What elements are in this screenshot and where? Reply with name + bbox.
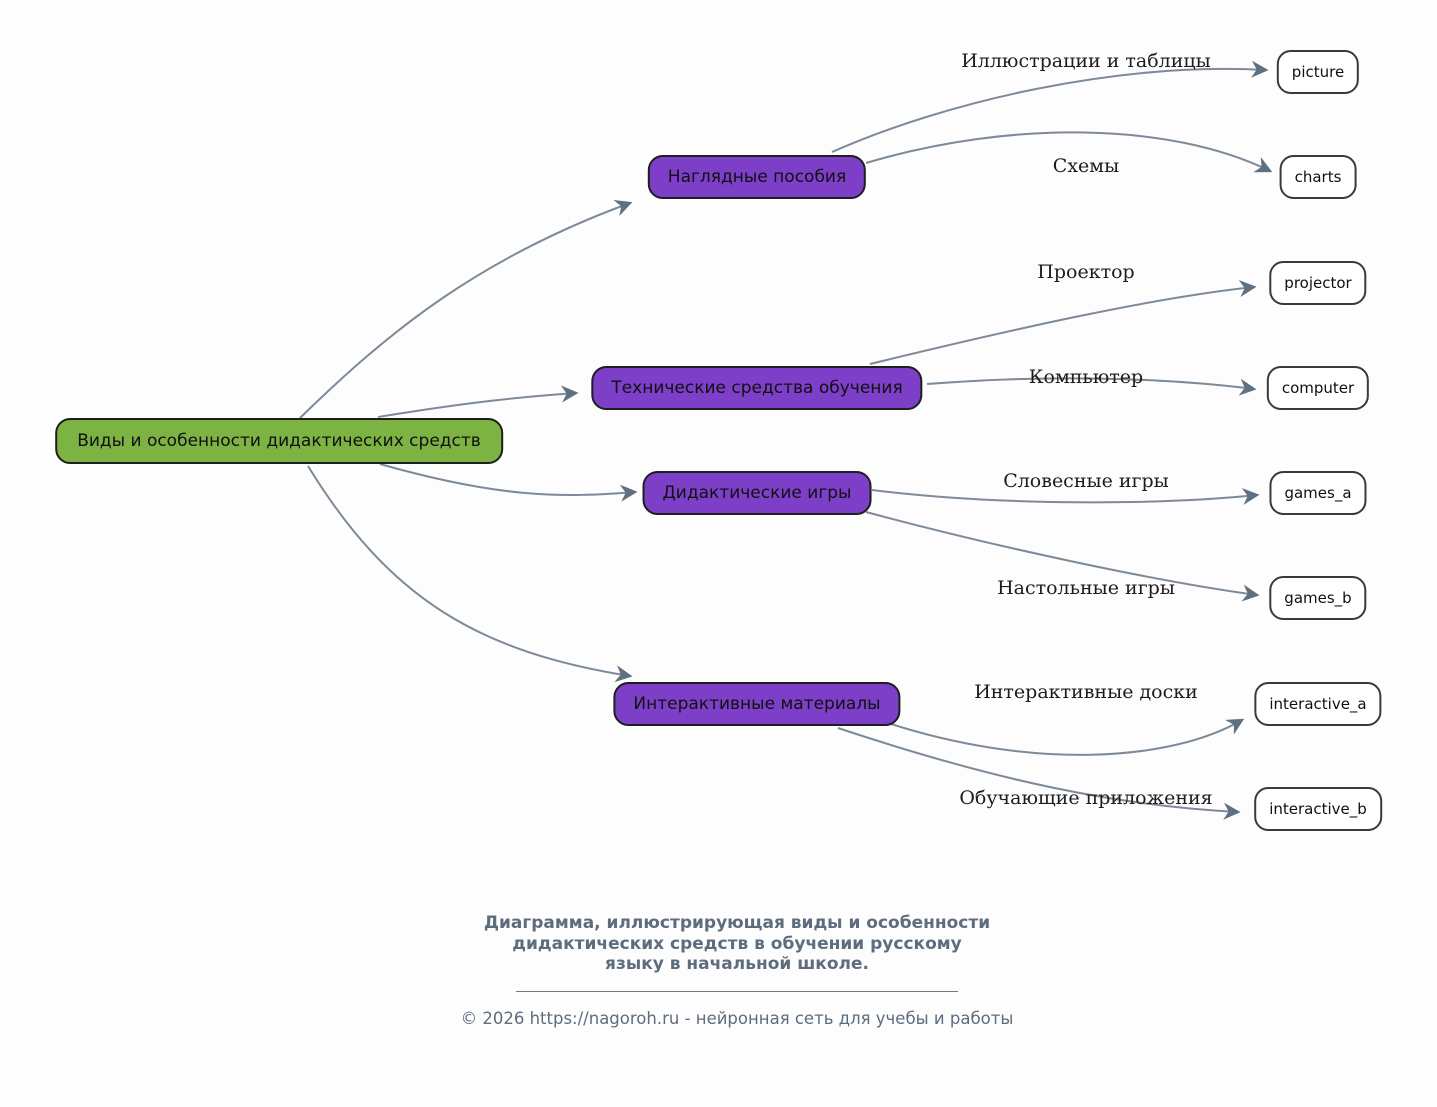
node-interactive-a: interactive_a xyxy=(1254,682,1381,726)
node-visual-aids: Наглядные пособия xyxy=(648,155,866,199)
edge-root-to-visual-aids xyxy=(300,203,630,418)
node-projector: projector xyxy=(1269,261,1366,305)
edge-label-computer: Компьютер xyxy=(1028,366,1144,388)
node-root: Виды и особенности дидактических средств xyxy=(55,418,503,464)
caption-line-2: дидактических средств в обучении русскому xyxy=(512,933,962,954)
edge-root-to-interactive xyxy=(308,466,630,676)
edge-root-to-games xyxy=(380,464,635,495)
copyright-line: © 2026 https://nagoroh.ru - нейронная сеть для учебы и работы xyxy=(460,1009,1014,1029)
caption-line-1: Диаграмма, иллюстрирующая виды и особенности xyxy=(483,913,991,933)
edge-technical-to-projector xyxy=(870,287,1254,364)
edge-label-illustrations-tables: Иллюстрации и таблицы xyxy=(961,50,1211,72)
node-charts: charts xyxy=(1280,155,1357,199)
node-computer: computer xyxy=(1267,366,1369,410)
footer xyxy=(387,913,1087,1028)
node-picture: picture xyxy=(1277,50,1359,94)
edge-label-board-games: Настольные игры xyxy=(997,577,1175,599)
caption-line-3: языку в начальной школе. xyxy=(605,954,869,975)
footer-divider xyxy=(516,991,958,992)
node-games-a: games_a xyxy=(1269,471,1366,515)
edge-label-learning-apps: Обучающие приложения xyxy=(959,787,1213,809)
edge-visual-aids-to-picture xyxy=(832,69,1266,152)
node-interactive-b: interactive_b xyxy=(1254,787,1382,831)
edge-label-projector: Проектор xyxy=(1037,261,1135,283)
node-didactic-games: Дидактические игры xyxy=(643,471,872,515)
edge-label-schemes: Схемы xyxy=(1052,155,1120,177)
edge-label-word-games: Словесные игры xyxy=(1003,470,1169,492)
edge-label-interactive-boards: Интерактивные доски xyxy=(974,681,1198,703)
edge-root-to-technical xyxy=(378,393,576,417)
node-technical-means: Технические средства обучения xyxy=(591,366,922,410)
node-interactive-materials: Интерактивные материалы xyxy=(613,682,900,726)
edge-interactive-to-interactive-a xyxy=(885,720,1242,755)
node-games-b: games_b xyxy=(1269,576,1366,620)
